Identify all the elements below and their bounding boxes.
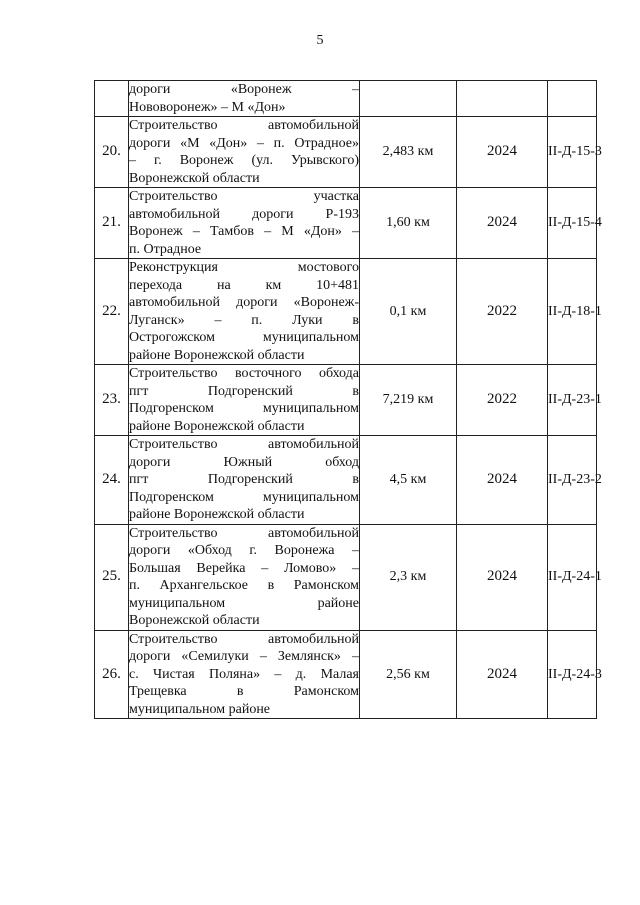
- description-line: Воронежской области: [129, 613, 260, 628]
- object-description: [129, 188, 360, 259]
- table-row: [95, 188, 597, 259]
- object-description: [129, 365, 360, 436]
- table-row: [95, 117, 597, 188]
- object-description: [129, 81, 360, 117]
- roads-table: [94, 80, 602, 719]
- completion-year: 2022: [457, 259, 548, 365]
- row-number: [95, 81, 129, 117]
- completion-year: 2024: [457, 117, 548, 188]
- description-line: Луганск» – п. Луки в: [129, 312, 359, 328]
- description-line: Нововоронеж» – М «Дон»: [129, 99, 286, 115]
- object-code: II-Д-23-1: [548, 365, 597, 436]
- completion-year: 2024: [457, 524, 548, 630]
- row-number: 20.: [95, 117, 129, 188]
- description-line: Подгоренском муниципальном: [129, 489, 359, 505]
- description-line: автомобильной дороги Р-193: [129, 206, 359, 222]
- road-length: [360, 81, 457, 117]
- object-description: [129, 259, 360, 365]
- description-line: – г. Воронеж (ул. Урывского): [129, 153, 359, 168]
- table-row: [95, 436, 597, 525]
- road-length: 7,219 км: [360, 365, 457, 436]
- table-row: [95, 259, 597, 365]
- description-line: с. Чистая Поляна» – д. Малая: [129, 666, 359, 682]
- object-code: II-Д-15-4: [548, 188, 597, 259]
- table-row: [95, 81, 597, 117]
- description-line: автомобильной дороги «Воронеж-: [129, 295, 359, 310]
- object-code: II-Д-15-3: [548, 117, 597, 188]
- road-length: 2,56 км: [360, 630, 457, 719]
- description-line: дороги «Обход г. Воронежа –: [129, 543, 359, 558]
- description-line: Воронежской области: [129, 170, 260, 186]
- description-line: дороги Южный обход: [129, 454, 359, 470]
- row-number: 21.: [95, 188, 129, 259]
- object-code: II-Д-18-1: [548, 259, 597, 365]
- description-line: Строительство участка: [129, 189, 359, 204]
- description-line: дороги «Семилуки – Землянск» –: [129, 649, 359, 664]
- description-line: перехода на км 10+481: [129, 277, 359, 293]
- table-row: [95, 524, 597, 630]
- object-code: II-Д-23-2: [548, 436, 597, 525]
- row-number: 25.: [95, 524, 129, 630]
- completion-year: 2024: [457, 188, 548, 259]
- object-description: [129, 436, 360, 525]
- description-line: Строительство восточного обхода: [129, 366, 359, 381]
- description-line: Подгоренском муниципальном: [129, 401, 359, 416]
- description-line: пгт Подгоренский в: [129, 383, 359, 399]
- completion-year: 2024: [457, 630, 548, 719]
- description-line: муниципальном районе: [129, 595, 359, 611]
- description-line: дороги «М «Дон» – п. Отрадное»: [129, 135, 359, 151]
- table-row: [95, 365, 597, 436]
- description-line: районе Воронежской области: [129, 418, 305, 434]
- row-number: 26.: [95, 630, 129, 719]
- completion-year: [457, 81, 548, 117]
- road-length: 4,5 км: [360, 436, 457, 525]
- completion-year: 2022: [457, 365, 548, 436]
- road-length: 0,1 км: [360, 259, 457, 365]
- table-row: [95, 630, 597, 719]
- description-line: п. Отрадное: [129, 241, 202, 257]
- description-line: районе Воронежской области: [129, 347, 305, 363]
- road-length: 2,3 км: [360, 524, 457, 630]
- page-number: 5: [316, 33, 324, 48]
- description-line: дороги «Воронеж –: [129, 82, 359, 97]
- object-description: [129, 117, 360, 188]
- row-number: 23.: [95, 365, 129, 436]
- description-line: Строительство автомобильной: [129, 631, 359, 647]
- description-line: Трещевка в Рамонском: [129, 684, 359, 699]
- object-description: [129, 630, 360, 719]
- description-line: Воронеж – Тамбов – М «Дон» –: [129, 224, 359, 239]
- description-line: п. Архангельское в Рамонском: [129, 578, 359, 593]
- object-code: II-Д-24-3: [548, 630, 597, 719]
- road-length: 2,483 км: [360, 117, 457, 188]
- description-line: Строительство автомобильной: [129, 118, 359, 133]
- row-number: 24.: [95, 436, 129, 525]
- description-line: Большая Верейка – Ломово» –: [129, 560, 359, 576]
- description-line: Острогожском муниципальном: [129, 330, 359, 345]
- description-line: Строительство автомобильной: [129, 437, 359, 452]
- description-line: пгт Подгоренский в: [129, 472, 359, 487]
- object-description: [129, 524, 360, 630]
- object-code: II-Д-24-1: [548, 524, 597, 630]
- completion-year: 2024: [457, 436, 548, 525]
- description-line: муниципальном районе: [129, 701, 271, 717]
- object-code: [548, 81, 597, 117]
- description-line: районе Воронежской области: [129, 507, 305, 522]
- road-length: 1,60 км: [360, 188, 457, 259]
- description-line: Строительство автомобильной: [129, 525, 359, 541]
- row-number: 22.: [95, 259, 129, 365]
- description-line: Реконструкция мостового: [129, 260, 359, 275]
